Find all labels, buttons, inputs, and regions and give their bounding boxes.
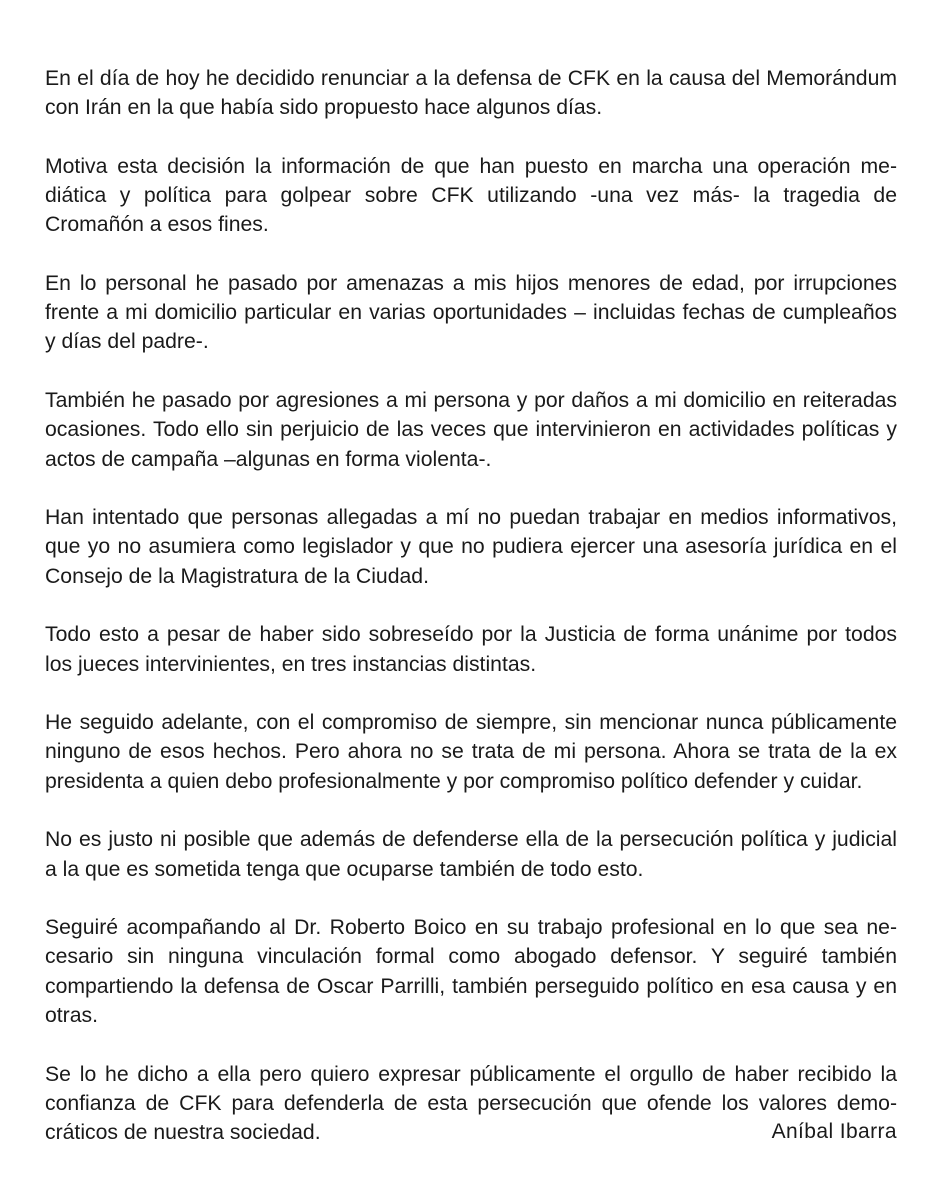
paragraph-pride: Se lo he dicho a ella pero quiero expresar públicamente el orgullo de haber recibido la confianza de CFK para defenderla de esta persecución que ofende los valores democráticos de nuestra sociedad.: [45, 1062, 897, 1144]
paragraph-resignation: En el día de hoy he decidido renunciar a la defensa de CFK en la causa del Memorándum con Irán en la que había sido propuesto hace algunos días.: [45, 67, 897, 120]
paragraph-aggressions: También he pasado por agresiones a mi persona y por daños a mi domicilio en reiteradas ocasiones. Todo ello sin perjuicio de las veces que intervinieron en actividades políticas y actos de campaña –algunas en forma violenta-.: [45, 389, 897, 471]
signature: Aníbal Ibarra: [771, 1120, 897, 1143]
paragraph-acquittal: Todo esto a pesar de haber sido sobreseído por la Justicia de forma unánime por todos los jueces intervinientes, en tres instancias distintas.: [45, 623, 897, 676]
paragraph-threats: En lo personal he pasado por amenazas a mis hijos menores de edad, por irrupciones frente a mi domicilio particular en varias oportunidades – incluidas fechas de cumpleaños y días del padre-.: [45, 272, 897, 354]
paragraph-motive: Motiva esta decisión la información de que han puesto en marcha una operación mediática y política para golpear sobre CFK utilizando -una vez más- la tragedia de Cromañón a esos fines.: [45, 154, 897, 237]
paragraph-fairness: No es justo ni posible que además de defenderse ella de la persecución política y judicial a la que es sometida tenga que ocuparse también de todo esto.: [45, 828, 897, 881]
paragraph-obstructions: Han intentado que personas allegadas a mí no puedan trabajar en medios informativos, que yo no asumiera como legislador y que no pudiera ejercer una asesoría jurídica en el Consejo de la Magistratura de la Ciudad.: [45, 506, 897, 588]
letter-body: [45, 64, 897, 1177]
paragraph-commitment: He seguido adelante, con el compromiso de siempre, sin mencionar nunca públicamente ninguno de esos hechos. Pero ahora no se trata de mi persona. Ahora se trata de la ex presidenta a quien debo profesionalmente y por compromiso político defender y cuidar.: [45, 711, 897, 793]
paragraph-continuation: Seguiré acompañando al Dr. Roberto Boico en su trabajo profesional en lo que sea necesario sin ninguna vinculación formal como abogado defensor. Y seguiré también compartiendo la defensa de Oscar Parrilli, también perseguido político en esa causa y en otras.: [45, 916, 897, 1027]
